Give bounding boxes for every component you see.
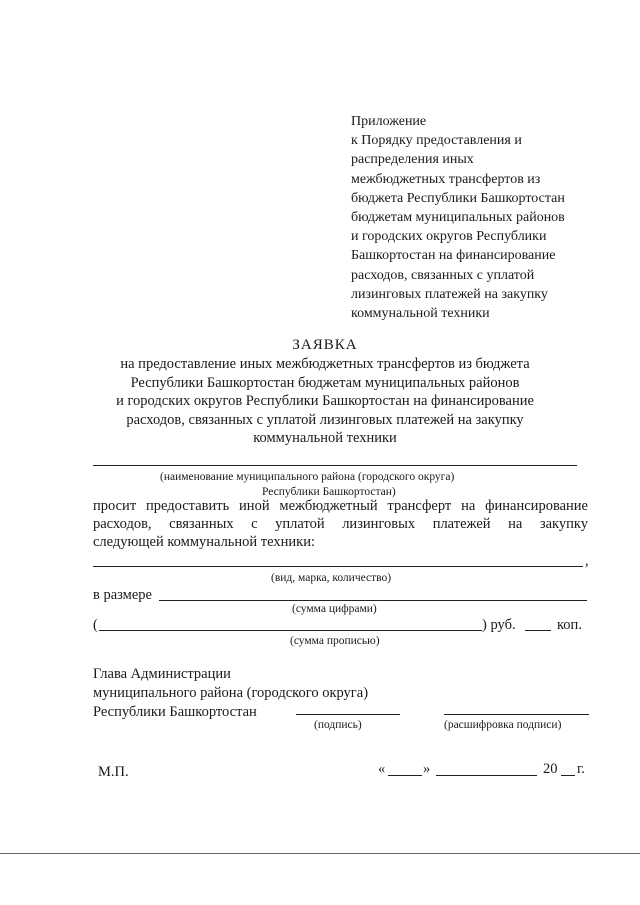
caption-sum-words: (сумма прописью) bbox=[290, 635, 380, 647]
amount-label: в размере bbox=[93, 587, 152, 603]
appendix-line: Башкортостан на финансирование bbox=[351, 248, 556, 264]
date-year-suffix: г. bbox=[577, 761, 585, 777]
date-month-field[interactable] bbox=[436, 775, 537, 776]
signature-field[interactable] bbox=[296, 714, 400, 715]
amount-digits-field[interactable] bbox=[159, 600, 587, 601]
open-paren: ( bbox=[93, 617, 98, 633]
appendix-line: коммунальной техники bbox=[351, 306, 490, 322]
signatory-title: Глава Администрации bbox=[93, 666, 231, 682]
request-paragraph bbox=[93, 497, 588, 551]
caption-municipality-republic: Республики Башкортостан) bbox=[262, 486, 396, 498]
appendix-block bbox=[351, 112, 565, 323]
appendix-line: расходов, связанных с уплатой bbox=[351, 267, 535, 283]
caption-municipality: (наименование муниципального района (городского округа) bbox=[160, 471, 455, 483]
title-block bbox=[90, 335, 560, 448]
amount-words-field[interactable] bbox=[99, 630, 482, 631]
title-line: и городских округов Республики Башкортостан на финансирование bbox=[116, 393, 534, 409]
caption-signature: (подпись) bbox=[314, 719, 362, 731]
caption-sum-digits: (сумма цифрами) bbox=[292, 603, 377, 615]
title-line: Республики Башкортостан бюджетам муниципальных районов bbox=[130, 374, 520, 391]
appendix-line: и городских округов Республики bbox=[351, 229, 547, 245]
caption-signature-decoding: (расшифровка подписи) bbox=[444, 719, 562, 731]
appendix-line: распределения иных bbox=[351, 152, 474, 168]
body-line: просит предоставить иной межбюджетный трансферт на финансирование bbox=[93, 498, 588, 514]
kopeck-field[interactable] bbox=[525, 630, 551, 631]
date-year-field[interactable] bbox=[561, 775, 575, 776]
signatory-title: Республики Башкортостан bbox=[93, 704, 257, 720]
appendix-line: Приложение bbox=[351, 114, 427, 129]
appendix-line: лизинговых платежей на закупку bbox=[351, 286, 548, 302]
title-line: на предоставление иных межбюджетных трансфертов из бюджета bbox=[120, 356, 530, 372]
date-quote-close: » bbox=[423, 761, 431, 777]
document-title: ЗАЯВКА bbox=[292, 337, 358, 353]
page-edge-rule bbox=[0, 853, 640, 854]
body-line: расходов, связанных с уплатой лизинговых платежей на закупку bbox=[93, 516, 588, 532]
appendix-line: бюджета Республики Башкортостан bbox=[351, 190, 565, 206]
appendix-line: межбюджетных трансфертов из bbox=[351, 171, 541, 187]
caption-vehicle: (вид, марка, количество) bbox=[271, 572, 392, 584]
kop-label: коп. bbox=[557, 617, 582, 633]
signature-decoding-field[interactable] bbox=[444, 714, 589, 715]
date-day-field[interactable] bbox=[388, 775, 422, 776]
body-line: следующей коммунальной техники: bbox=[93, 534, 315, 550]
signatory-title: муниципального района (городского округа) bbox=[93, 685, 369, 701]
vehicle-comma: , bbox=[585, 553, 589, 569]
date-year-prefix: 20 bbox=[543, 761, 558, 777]
vehicle-field[interactable] bbox=[93, 566, 583, 567]
rub-label: ) руб. bbox=[482, 617, 516, 633]
appendix-line: бюджетам муниципальных районов bbox=[351, 210, 565, 226]
title-line: расходов, связанных с уплатой лизинговых платежей на закупку bbox=[126, 411, 524, 428]
municipality-name-field[interactable] bbox=[93, 465, 577, 466]
date-quote-open: « bbox=[378, 761, 386, 777]
appendix-line: к Порядку предоставления и bbox=[351, 133, 522, 149]
stamp-label: М.П. bbox=[98, 764, 129, 780]
title-line: коммунальной техники bbox=[253, 430, 397, 446]
